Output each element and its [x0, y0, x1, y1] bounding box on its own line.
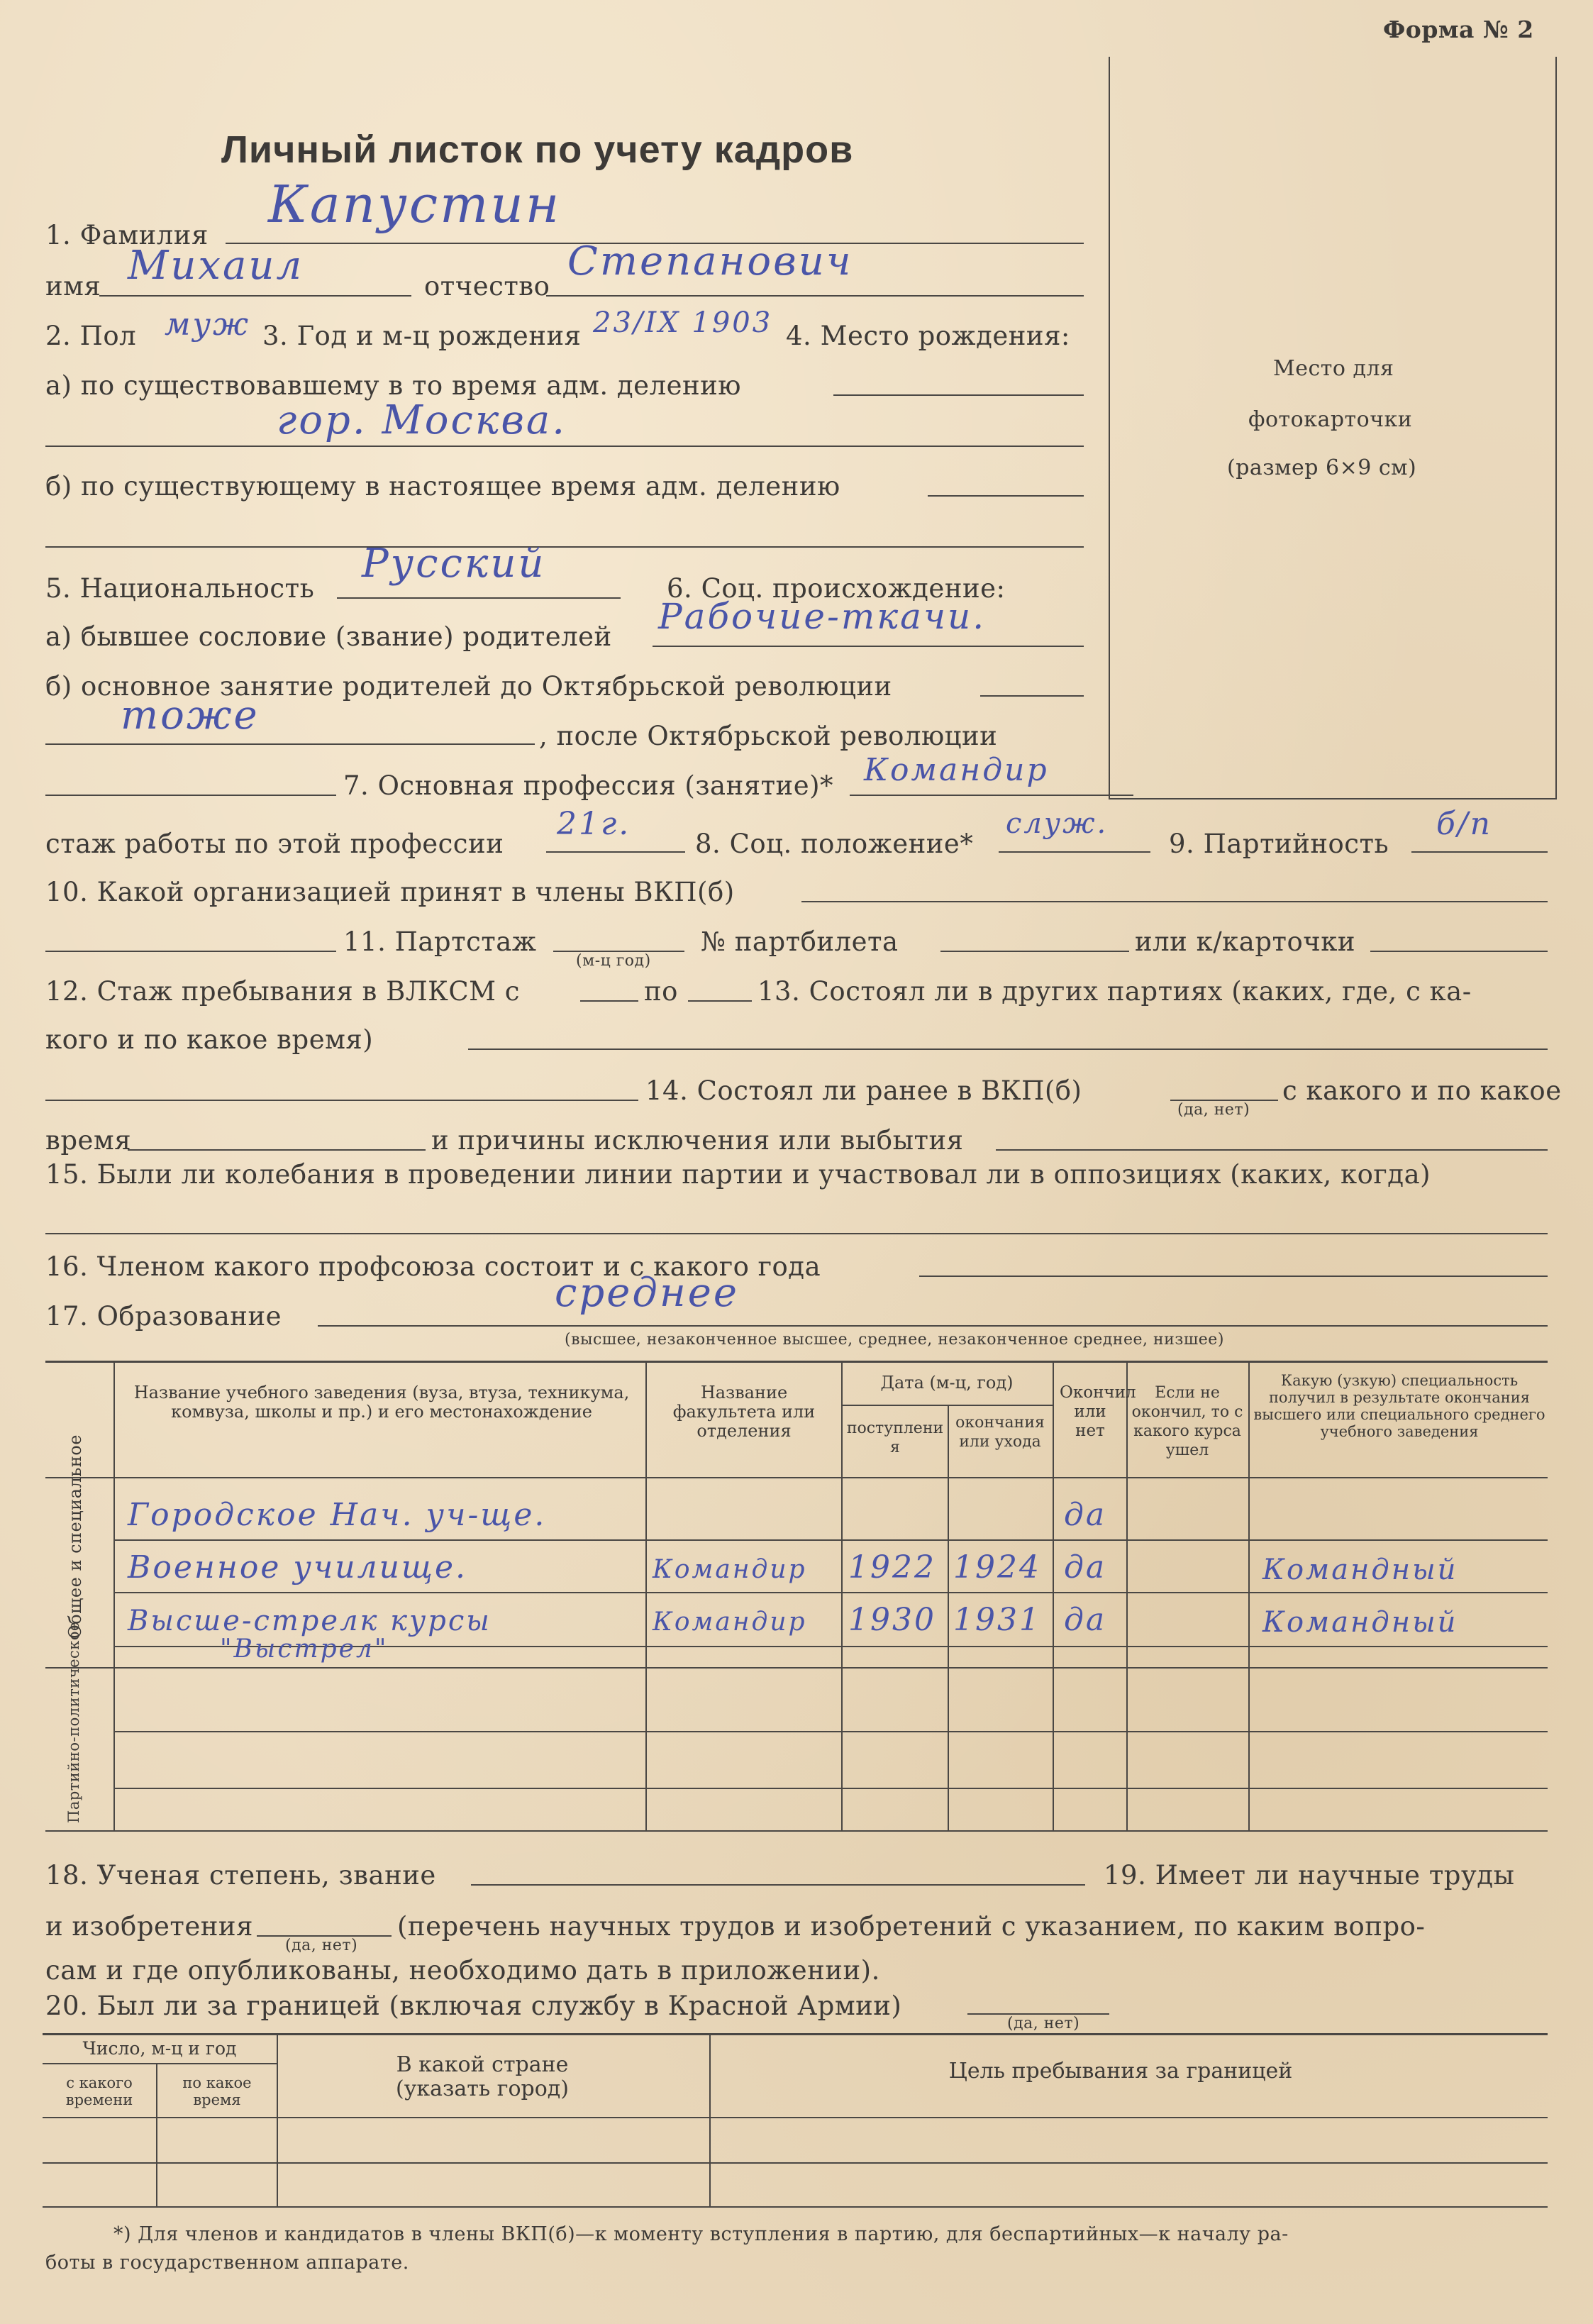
- abroad-row-line-1: [43, 2162, 1548, 2164]
- form-number: Форма № 2: [1383, 16, 1534, 43]
- kartochka-label: или к/карточки: [1135, 926, 1356, 957]
- q2-label: 2. Пол: [45, 321, 137, 351]
- edu-col-line-2: [645, 1362, 647, 1830]
- q6b-after-label: , после Октябрьской революции: [539, 721, 998, 751]
- q3-label: 3. Год и м-ц рождения: [262, 321, 582, 351]
- edu-header-date: Дата (м-ц, год): [880, 1373, 1014, 1393]
- q19-label: 19. Имеет ли научные труды: [1104, 1860, 1515, 1891]
- q2-value: муж: [165, 306, 251, 343]
- vremya-line: [128, 1149, 426, 1151]
- q20-label: 20. Был ли за границей (включая службу в Красной Армии): [45, 1991, 902, 2021]
- patronymic-value: Степанович: [567, 238, 853, 284]
- po-label: по: [644, 976, 678, 1007]
- edu-row3-name: Высше-стрелк курсы: [128, 1605, 492, 1637]
- edu-row1-finished: да: [1064, 1497, 1107, 1533]
- edu-side-general: Общее и специальное: [65, 1434, 85, 1639]
- page-title: Личный листок по учету кадров: [221, 128, 854, 171]
- q4b-line-2: [45, 546, 1084, 548]
- q8-line: [999, 851, 1150, 853]
- abroad-date-sub-line: [43, 2063, 277, 2064]
- edu-row3-entry: 1930: [848, 1602, 936, 1638]
- prichiny-label: и причины исключения или выбытия: [431, 1125, 964, 1156]
- edu-col-line-6: [1126, 1362, 1128, 1830]
- q17-line: [318, 1325, 1548, 1327]
- q6b-value: тоже: [121, 692, 260, 738]
- q18-line: [471, 1884, 1085, 1886]
- q1-value: Капустин: [268, 175, 562, 234]
- q6b-after-line: [45, 795, 336, 796]
- edu-header-spec: Какую (узкую) специальность получил в результате окончания высшего или специального среднего учебного заведения: [1253, 1372, 1545, 1440]
- q1-label: 1. Фамилия: [45, 220, 209, 250]
- q4a-label: а) по существовавшему в то время адм. делению: [45, 370, 742, 401]
- q10-label: 10. Какой организацией принят в члены ВКП(б): [45, 877, 735, 907]
- edu-bottom-line: [45, 1830, 1548, 1832]
- q9-value: б/п: [1436, 806, 1493, 842]
- q7-value: Командир: [864, 752, 1049, 788]
- q8-value: служ.: [1006, 807, 1109, 840]
- edu-row2-exit: 1924: [953, 1549, 1041, 1586]
- q6b-line: [980, 695, 1084, 697]
- q5-value: Русский: [362, 541, 546, 587]
- q12-line-from: [580, 1000, 638, 1002]
- q17-value: среднее: [555, 1270, 740, 1316]
- prichiny-line: [996, 1149, 1548, 1151]
- edu-row3-faculty: Командир: [653, 1608, 807, 1637]
- photo-label-3: (размер 6×9 см): [1227, 455, 1417, 480]
- name-line: [99, 295, 411, 297]
- edu-row-line-5: [113, 1788, 1548, 1789]
- q19-rest: (перечень научных трудов и изобретений с указанием, по каким вопро-: [397, 1911, 1426, 1942]
- q11-label: 11. Партстаж: [343, 926, 537, 957]
- q9-label: 9. Партийность: [1169, 829, 1389, 859]
- edu-row3-finished: да: [1064, 1602, 1107, 1638]
- q19-cont: и изобретения: [45, 1911, 253, 1942]
- name-label: имя: [45, 271, 101, 301]
- q6a-value: Рабочие-ткачи.: [658, 596, 987, 637]
- edu-row3-exit: 1931: [953, 1602, 1041, 1638]
- q10-line: [801, 901, 1548, 902]
- stazh-line: [546, 851, 685, 853]
- edu-header-line: [45, 1477, 1548, 1478]
- q14-sub: (да, нет): [1177, 1101, 1250, 1119]
- q13-cont: кого и по какое время): [45, 1024, 374, 1055]
- patronymic-label: отчество: [424, 271, 550, 301]
- q10-line-2: [45, 951, 336, 952]
- edu-side-party: Партийно-политическое: [65, 1622, 82, 1823]
- q14-label: 14. Состоял ли ранее в ВКП(б): [645, 1075, 1082, 1106]
- q20-sub: (да, нет): [1007, 2015, 1080, 2032]
- edu-row2-spec: Командный: [1262, 1554, 1458, 1586]
- abroad-col-line-1: [156, 2063, 157, 2206]
- edu-col-line-7: [1248, 1362, 1250, 1830]
- q4-label: 4. Место рождения:: [786, 321, 1070, 351]
- q9-line: [1411, 851, 1548, 853]
- abroad-header-country: В какой стране (указать город): [396, 2052, 569, 2101]
- q16-label: 16. Членом какого профсоюза состоит и с какого года: [45, 1251, 821, 1282]
- photo-label-2: фотокарточки: [1248, 407, 1413, 432]
- patronymic-line: [546, 295, 1084, 297]
- q5-line: [337, 597, 621, 599]
- q6a-label: а) бывшее сословие (звание) родителей: [45, 621, 612, 652]
- edu-top-line: [45, 1361, 1548, 1363]
- edu-row1-name: Городское Нач. уч-ще.: [128, 1497, 547, 1533]
- abroad-col-line-3: [709, 2035, 711, 2206]
- q18-label: 18. Ученая степень, звание: [45, 1860, 436, 1891]
- edu-header-name: Название учебного заведения (вуза, втуза, техникума, комвуза, школы и пр.) и его местонахождение: [133, 1383, 630, 1422]
- abroad-top-line: [43, 2033, 1548, 2035]
- abroad-col-line-2: [277, 2035, 278, 2206]
- q4b-label: б) по существующему в настоящее время адм. делению: [45, 471, 840, 502]
- q12-label: 12. Стаж пребывания в ВЛКСМ с: [45, 976, 520, 1007]
- q3-value: 23/IX 1903: [593, 306, 773, 339]
- edu-col-line-4: [948, 1406, 949, 1830]
- q16-line: [919, 1276, 1548, 1277]
- stazh-value: 21г.: [557, 806, 631, 842]
- q6b-value-line: [45, 743, 535, 745]
- q19-sub: (да, нет): [285, 1937, 358, 1954]
- name-value: Михаил: [128, 243, 304, 289]
- q13-line-2: [45, 1100, 638, 1101]
- q13-label: 13. Состоял ли в других партиях (каких, где, с ка-: [757, 976, 1472, 1007]
- q15-line: [45, 1233, 1548, 1234]
- edu-col-line-1: [113, 1362, 115, 1830]
- abroad-header-date: Число, м-ц и год: [82, 2038, 237, 2059]
- edu-header-course: Если не окончил, то с какого курса ушел: [1131, 1384, 1243, 1459]
- q13-line: [468, 1048, 1548, 1050]
- q8-label: 8. Соц. положение*: [695, 829, 974, 859]
- edu-row2-name: Военное училище.: [128, 1549, 467, 1586]
- q6-label: 6. Соц. происхождение:: [667, 573, 1006, 604]
- edu-row-line-4: [113, 1731, 1548, 1732]
- q6a-line: [653, 646, 1084, 647]
- q14-after: с какого и по какое: [1282, 1075, 1562, 1106]
- q6b-label: б) основное занятие родителей до Октябрьской революции: [45, 671, 892, 702]
- abroad-bottom-line: [43, 2206, 1548, 2208]
- partbilet-line: [940, 951, 1129, 952]
- abroad-header-from: с какого времени: [65, 2074, 133, 2108]
- edu-col-line-3: [841, 1362, 843, 1830]
- q11-sub: (м-ц год): [576, 952, 651, 970]
- kartochka-line: [1370, 951, 1548, 952]
- edu-col-line-5: [1053, 1362, 1054, 1830]
- q4a-value: гор. Москва.: [277, 397, 567, 443]
- vremya-label: время: [45, 1125, 132, 1156]
- abroad-header-purpose: Цель пребывания за границей: [948, 2059, 1293, 2084]
- q5-label: 5. Национальность: [45, 573, 315, 604]
- edu-row-line-2: [113, 1592, 1548, 1593]
- abroad-header-to: по какое время: [182, 2074, 252, 2108]
- partbilet-label: № партбилета: [701, 926, 899, 957]
- edu-header-entry: поступления: [846, 1420, 944, 1456]
- stazh-label: стаж работы по этой профессии: [45, 829, 504, 859]
- abroad-header-line: [43, 2117, 1548, 2118]
- edu-date-sub-line: [841, 1405, 1053, 1406]
- footnote-1: *) Для членов и кандидатов в члены ВКП(б)—к моменту вступления в партию, для беспартийных—к началу ра-: [113, 2223, 1289, 2245]
- q17-sub: (высшее, незаконченное высшее, среднее, незаконченное среднее, низшее): [565, 1331, 1224, 1349]
- edu-header-exit: окончания или ухода: [955, 1414, 1045, 1451]
- q19-rest-2: сам и где опубликованы, необходимо дать в приложении).: [45, 1955, 880, 1986]
- photo-box: [1109, 57, 1557, 799]
- edu-row-line-1: [113, 1539, 1548, 1541]
- edu-section-line: [45, 1667, 1548, 1669]
- q4a-line-2: [45, 446, 1084, 447]
- edu-row3-spec: Командный: [1262, 1606, 1458, 1639]
- q4b-line: [928, 495, 1084, 497]
- edu-header-finished: Окончил или нет: [1060, 1383, 1136, 1440]
- edu-header-faculty: Название факультета или отделения: [672, 1383, 816, 1441]
- edu-row2-finished: да: [1064, 1549, 1107, 1586]
- edu-row3b-name: "Выстрел": [220, 1634, 389, 1664]
- q4a-line: [833, 394, 1084, 396]
- footnote-2: боты в государственном аппарате.: [45, 2252, 409, 2274]
- photo-label-1: Место для: [1273, 356, 1394, 381]
- q7-label: 7. Основная профессия (занятие)*: [343, 770, 834, 801]
- edu-row2-entry: 1922: [848, 1549, 936, 1586]
- q7-line: [850, 795, 1133, 796]
- edu-row2-faculty: Командир: [653, 1555, 807, 1584]
- q12-line-to: [688, 1000, 752, 1002]
- q15-label: 15. Были ли колебания в проведении линии партии и участвовал ли в оппозициях (каких, когда): [45, 1159, 1431, 1190]
- q17-label: 17. Образование: [45, 1301, 282, 1332]
